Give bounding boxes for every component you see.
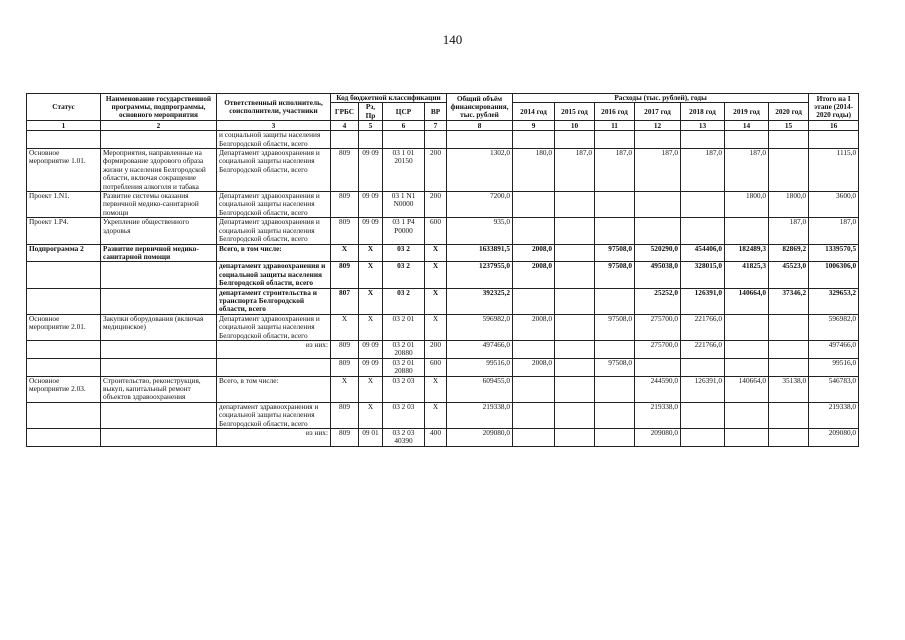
col-number: 16 — [809, 121, 859, 131]
cell-2014: 2008,0 — [513, 262, 555, 288]
cell-2016 — [595, 402, 635, 428]
cell-2015 — [555, 402, 595, 428]
header-row-1 — [27, 94, 859, 103]
cell-2020 — [769, 429, 809, 447]
cell-stage-total: 99516,0 — [809, 358, 859, 376]
cell-grbs: 809 — [331, 149, 359, 192]
col-number: 13 — [681, 121, 725, 131]
table-row — [27, 192, 859, 218]
cell-vr: 600 — [425, 358, 447, 376]
cell-vr: 200 — [425, 192, 447, 218]
cell-vr — [425, 131, 447, 149]
cell-2017: 275700,0 — [635, 340, 681, 358]
cell-name — [101, 358, 217, 376]
cell-2014: 2008,0 — [513, 314, 555, 340]
table-row — [27, 262, 859, 288]
cell-2017: 495038,0 — [635, 262, 681, 288]
header-responsible: Ответственный исполнитель, соисполнители, участники — [217, 94, 331, 121]
cell-responsible: и социальной защиты населения Белгородской области, всего — [217, 131, 331, 149]
header-y2015: 2015 год — [555, 103, 595, 121]
cell-2016 — [595, 376, 635, 402]
table-row — [27, 402, 859, 428]
col-number: 6 — [383, 121, 425, 131]
header-name: Наименование государственной программы, подпрограммы, основного мероприятия — [101, 94, 217, 121]
cell-2016: 187,0 — [595, 149, 635, 192]
cell-2020 — [769, 149, 809, 192]
cell-vr: X — [425, 288, 447, 314]
cell-stage-total: 546783,0 — [809, 376, 859, 402]
cell-status: Проект 1.N1. — [27, 192, 101, 218]
cell-responsible: Департамент здравоохранения и социальной защиты населения Белгородской области, всего — [217, 314, 331, 340]
cell-2016 — [595, 218, 635, 244]
cell-2019: 187,0 — [725, 149, 769, 192]
cell-vr: 400 — [425, 429, 447, 447]
cell-rz-pr: X — [359, 314, 383, 340]
cell-total: 1237955,0 — [447, 262, 513, 288]
cell-responsible: из них: — [217, 340, 331, 358]
col-number: 12 — [635, 121, 681, 131]
cell-2017 — [635, 218, 681, 244]
cell-2018: 221766,0 — [681, 340, 725, 358]
table-body — [27, 131, 859, 447]
cell-rz-pr: 09 09 — [359, 149, 383, 192]
cell-2019: 41825,3 — [725, 262, 769, 288]
cell-2019 — [725, 131, 769, 149]
cell-rz-pr: 09 01 — [359, 429, 383, 447]
cell-total — [447, 131, 513, 149]
cell-2015 — [555, 314, 595, 340]
cell-rz-pr: X — [359, 262, 383, 288]
col-number: 5 — [359, 121, 383, 131]
cell-2015 — [555, 192, 595, 218]
cell-grbs: X — [331, 314, 359, 340]
cell-2016 — [595, 429, 635, 447]
cell-status — [27, 340, 101, 358]
cell-2017: 209080,0 — [635, 429, 681, 447]
cell-total: 209080,0 — [447, 429, 513, 447]
cell-2019 — [725, 402, 769, 428]
col-number: 10 — [555, 121, 595, 131]
cell-grbs: 809 — [331, 262, 359, 288]
budget-table — [26, 93, 859, 447]
cell-stage-total: 209080,0 — [809, 429, 859, 447]
cell-grbs: 807 — [331, 288, 359, 314]
cell-csr: 03 2 01 20880 — [383, 358, 425, 376]
cell-stage-total: 1339570,5 — [809, 244, 859, 262]
header-rz-pr: Рз, Пр — [359, 103, 383, 121]
cell-2014: 180,0 — [513, 149, 555, 192]
cell-csr: 03 2 01 — [383, 314, 425, 340]
cell-responsible: из них: — [217, 429, 331, 447]
cell-2019: 140664,0 — [725, 376, 769, 402]
cell-grbs: X — [331, 244, 359, 262]
cell-name — [101, 402, 217, 428]
header-stage-total: Итого на I этапе (2014-2020 годы) — [809, 94, 859, 121]
table-row — [27, 131, 859, 149]
cell-total: 7200,0 — [447, 192, 513, 218]
cell-vr: 200 — [425, 149, 447, 192]
cell-2017: 244590,0 — [635, 376, 681, 402]
cell-2015 — [555, 376, 595, 402]
cell-2018 — [681, 131, 725, 149]
cell-status — [27, 429, 101, 447]
cell-status — [27, 262, 101, 288]
cell-name: Строительство, реконструкция, выкуп, капитальный ремонт объектов здравоохранения — [101, 376, 217, 402]
cell-stage-total: 497466,0 — [809, 340, 859, 358]
cell-2020: 1800,0 — [769, 192, 809, 218]
cell-grbs: 809 — [331, 429, 359, 447]
header-total: Общий объём финансирования, тыс. рублей — [447, 94, 513, 121]
cell-2015 — [555, 262, 595, 288]
cell-vr: X — [425, 376, 447, 402]
cell-rz-pr: X — [359, 288, 383, 314]
cell-name: Укрепление общественного здоровья — [101, 218, 217, 244]
col-number: 11 — [595, 121, 635, 131]
cell-2018 — [681, 429, 725, 447]
cell-2015 — [555, 358, 595, 376]
col-number: 3 — [217, 121, 331, 131]
cell-2016: 97508,0 — [595, 262, 635, 288]
cell-2014 — [513, 218, 555, 244]
table-row — [27, 288, 859, 314]
cell-2017 — [635, 131, 681, 149]
cell-2014 — [513, 192, 555, 218]
header-y2019: 2019 год — [725, 103, 769, 121]
table-row — [27, 149, 859, 192]
cell-status: Основное мероприятие 2.03. — [27, 376, 101, 402]
cell-grbs: 809 — [331, 340, 359, 358]
cell-grbs: 809 — [331, 192, 359, 218]
table-row — [27, 376, 859, 402]
cell-2019 — [725, 218, 769, 244]
cell-csr: 03 2 03 — [383, 402, 425, 428]
cell-rz-pr: 09 09 — [359, 340, 383, 358]
header-grbs: ГРБС — [331, 103, 359, 121]
cell-2018 — [681, 218, 725, 244]
cell-rz-pr: X — [359, 244, 383, 262]
cell-total: 219338,0 — [447, 402, 513, 428]
cell-grbs: 809 — [331, 402, 359, 428]
cell-2020: 35138,0 — [769, 376, 809, 402]
cell-2014 — [513, 340, 555, 358]
cell-responsible: департамент здравоохранения и социальной защиты населения Белгородской области, всего — [217, 262, 331, 288]
cell-name — [101, 262, 217, 288]
cell-stage-total — [809, 131, 859, 149]
cell-2014 — [513, 429, 555, 447]
cell-2016: 97508,0 — [595, 244, 635, 262]
cell-stage-total: 3600,0 — [809, 192, 859, 218]
page-number: 140 — [442, 32, 463, 47]
cell-2019 — [725, 358, 769, 376]
header-vr: ВР — [425, 103, 447, 121]
cell-2019 — [725, 340, 769, 358]
cell-2017: 275700,0 — [635, 314, 681, 340]
cell-status — [27, 131, 101, 149]
cell-status — [27, 288, 101, 314]
header-status: Статус — [27, 94, 101, 121]
header-y2018: 2018 год — [681, 103, 725, 121]
col-number: 1 — [27, 121, 101, 131]
cell-csr: 03 1 01 20150 — [383, 149, 425, 192]
cell-grbs: X — [331, 376, 359, 402]
cell-csr — [383, 131, 425, 149]
cell-responsible — [217, 358, 331, 376]
cell-2017 — [635, 358, 681, 376]
cell-2018 — [681, 358, 725, 376]
cell-vr: X — [425, 244, 447, 262]
cell-2017: 25252,0 — [635, 288, 681, 314]
cell-2016 — [595, 288, 635, 314]
cell-2014: 2008,0 — [513, 358, 555, 376]
column-number-row — [27, 121, 859, 131]
cell-2017: 520290,0 — [635, 244, 681, 262]
cell-rz-pr: X — [359, 402, 383, 428]
cell-total: 99516,0 — [447, 358, 513, 376]
table-row — [27, 358, 859, 376]
cell-responsible: Департамент здравоохранения и социальной защиты населения Белгородской области, всего — [217, 192, 331, 218]
cell-csr: 03 2 — [383, 288, 425, 314]
cell-stage-total: 187,0 — [809, 218, 859, 244]
cell-status: Подпрограмма 2 — [27, 244, 101, 262]
cell-responsible: департамент здравоохранения и социальной защиты населения Белгородской области, всего — [217, 402, 331, 428]
cell-name — [101, 340, 217, 358]
cell-vr: 600 — [425, 218, 447, 244]
cell-name — [101, 131, 217, 149]
cell-2016: 97508,0 — [595, 314, 635, 340]
table-row — [27, 218, 859, 244]
cell-name: Закупки оборудования (включая медицинское) — [101, 314, 217, 340]
cell-name — [101, 288, 217, 314]
cell-2015: 187,0 — [555, 149, 595, 192]
cell-2015 — [555, 244, 595, 262]
cell-name — [101, 429, 217, 447]
cell-total: 497466,0 — [447, 340, 513, 358]
cell-2018 — [681, 192, 725, 218]
col-number: 15 — [769, 121, 809, 131]
cell-2014 — [513, 376, 555, 402]
cell-2019 — [725, 314, 769, 340]
table-row — [27, 314, 859, 340]
cell-vr: X — [425, 314, 447, 340]
cell-rz-pr: X — [359, 376, 383, 402]
cell-stage-total: 219338,0 — [809, 402, 859, 428]
cell-2014: 2008,0 — [513, 244, 555, 262]
header-y2020: 2020 год — [769, 103, 809, 121]
cell-grbs: 809 — [331, 218, 359, 244]
cell-name: Развитие системы оказания первичной медико-санитарной помощи — [101, 192, 217, 218]
cell-grbs: 809 — [331, 358, 359, 376]
cell-status — [27, 402, 101, 428]
cell-2020: 37346,2 — [769, 288, 809, 314]
cell-responsible: Всего, в том числе: — [217, 376, 331, 402]
cell-2019: 1800,0 — [725, 192, 769, 218]
cell-2017: 219338,0 — [635, 402, 681, 428]
cell-csr: 03 2 03 40390 — [383, 429, 425, 447]
cell-2020 — [769, 358, 809, 376]
col-number: 4 — [331, 121, 359, 131]
cell-2020 — [769, 340, 809, 358]
cell-2018: 328015,0 — [681, 262, 725, 288]
cell-2018 — [681, 402, 725, 428]
cell-2020 — [769, 314, 809, 340]
cell-2015 — [555, 288, 595, 314]
cell-2014 — [513, 402, 555, 428]
header-y2014: 2014 год — [513, 103, 555, 121]
header-csr: ЦСР — [383, 103, 425, 121]
cell-status — [27, 358, 101, 376]
cell-2020: 82869,2 — [769, 244, 809, 262]
cell-total: 1633891,5 — [447, 244, 513, 262]
cell-2018: 126391,0 — [681, 376, 725, 402]
header-y2016: 2016 год — [595, 103, 635, 121]
cell-csr: 03 2 — [383, 244, 425, 262]
cell-status: Основное мероприятие 1.01. — [27, 149, 101, 192]
cell-total: 935,0 — [447, 218, 513, 244]
cell-csr: 03 1 P4 P0000 — [383, 218, 425, 244]
col-number: 14 — [725, 121, 769, 131]
cell-2018: 187,0 — [681, 149, 725, 192]
cell-rz-pr: 09 09 — [359, 358, 383, 376]
cell-name: Мероприятия, направленные на формирование здорового образа жизни у населения Белгородской области, включая сокращение потребления алкоголя и табака — [101, 149, 217, 192]
cell-csr: 03 2 03 — [383, 376, 425, 402]
header-expenses: Расходы (тыс. рублей), годы — [513, 94, 809, 103]
cell-total: 609455,0 — [447, 376, 513, 402]
table-row — [27, 429, 859, 447]
cell-2016: 97508,0 — [595, 358, 635, 376]
col-number: 9 — [513, 121, 555, 131]
cell-2020: 187,0 — [769, 218, 809, 244]
cell-2015 — [555, 429, 595, 447]
cell-2020 — [769, 131, 809, 149]
cell-total: 1302,0 — [447, 149, 513, 192]
cell-2015 — [555, 131, 595, 149]
cell-name: Развитие первичной медико-санитарной помощи — [101, 244, 217, 262]
cell-stage-total: 329653,2 — [809, 288, 859, 314]
cell-2019 — [725, 429, 769, 447]
cell-2015 — [555, 218, 595, 244]
cell-rz-pr — [359, 131, 383, 149]
cell-2017: 187,0 — [635, 149, 681, 192]
cell-stage-total: 596982,0 — [809, 314, 859, 340]
cell-2018: 454406,0 — [681, 244, 725, 262]
cell-2014 — [513, 288, 555, 314]
cell-2015 — [555, 340, 595, 358]
cell-2018: 221766,0 — [681, 314, 725, 340]
cell-rz-pr: 09 09 — [359, 192, 383, 218]
cell-responsible: Всего, в том числе: — [217, 244, 331, 262]
cell-2019: 140664,0 — [725, 288, 769, 314]
cell-2016 — [595, 340, 635, 358]
col-number: 7 — [425, 121, 447, 131]
cell-total: 596982,0 — [447, 314, 513, 340]
cell-2018: 126391,0 — [681, 288, 725, 314]
cell-2020: 45523,0 — [769, 262, 809, 288]
col-number: 8 — [447, 121, 513, 131]
cell-2016 — [595, 192, 635, 218]
cell-responsible: Департамент здравоохранения и социальной защиты населения Белгородской области, всего — [217, 149, 331, 192]
table-row — [27, 340, 859, 358]
cell-2014 — [513, 131, 555, 149]
cell-csr: 03 2 — [383, 262, 425, 288]
cell-total: 392325,2 — [447, 288, 513, 314]
cell-2016 — [595, 131, 635, 149]
cell-2019: 182489,3 — [725, 244, 769, 262]
cell-2017 — [635, 192, 681, 218]
cell-status: Основное мероприятие 2.01. — [27, 314, 101, 340]
col-number: 2 — [101, 121, 217, 131]
cell-status: Проект 1.P4. — [27, 218, 101, 244]
cell-2020 — [769, 402, 809, 428]
table-row — [27, 244, 859, 262]
cell-csr: 03 2 01 20880 — [383, 340, 425, 358]
cell-responsible: Департамент здравоохранения и социальной защиты населения Белгородской области, всего — [217, 218, 331, 244]
cell-vr: X — [425, 402, 447, 428]
cell-csr: 03 1 N1 N0000 — [383, 192, 425, 218]
cell-vr: 200 — [425, 340, 447, 358]
cell-grbs — [331, 131, 359, 149]
header-budget-code: Код бюджетной классификации — [331, 94, 447, 103]
cell-rz-pr: 09 09 — [359, 218, 383, 244]
cell-vr: X — [425, 262, 447, 288]
cell-responsible: департамент строительства и транспорта Белгородской области, всего — [217, 288, 331, 314]
cell-stage-total: 1006306,0 — [809, 262, 859, 288]
header-y2017: 2017 год — [635, 103, 681, 121]
cell-stage-total: 1115,0 — [809, 149, 859, 192]
